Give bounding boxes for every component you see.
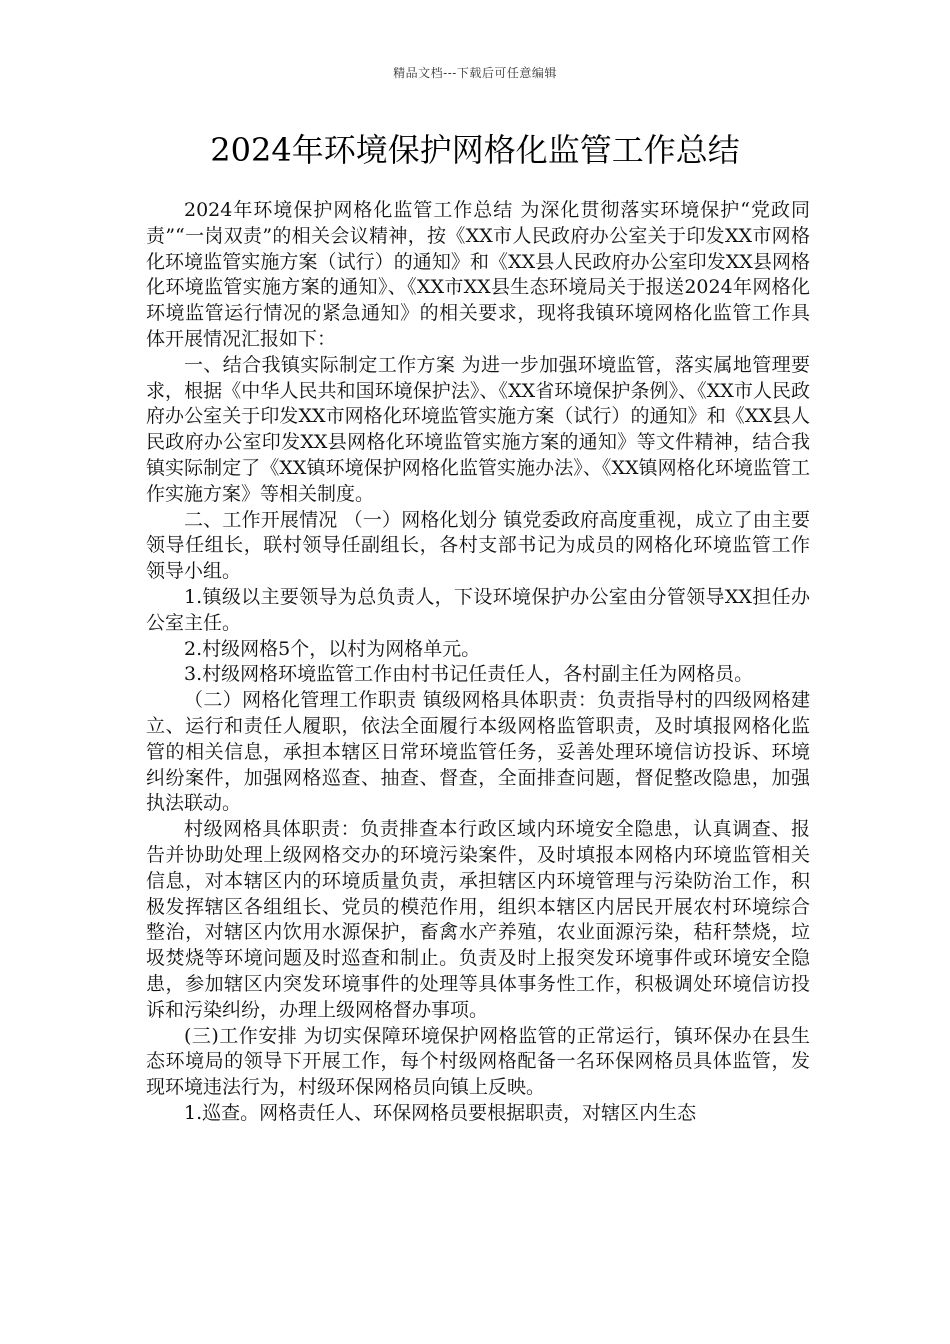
paragraph-section-one: 一、结合我镇实际制定工作方案 为进一步加强环境监管，落实属地管理要求，根据《中华人民共和国环境保护法》、《XX省环境保护条例》、《XX市人民政府办公室关于印发XX市网格化环境监管实施方案（试行）的通知》和《XX县人民政府办公室印发XX县网格化环境监管实施方案的通知》等文件精神，结合我镇实际制定了《XX镇环境保护网格化监管实施办法》、《XX镇网格化环境监管工作实施方案》等相关制度。	[146, 353, 810, 505]
paragraph-item-2: 2.村级网格5个，以村为网格单元。	[184, 637, 481, 660]
paragraph-work-arrangement: (三)工作安排 为切实保障环境保护网格监管的正常运行，镇环保办在县生态环境局的领导下开展工作，每个村级网格配备一名环保网格员具体监管，发现环境违法行为，村级环保网格员向镇上反映。	[146, 1024, 810, 1099]
paragraph-item-3: 3.村级网格环境监管工作由村书记任责任人，各村副主任为网格员。	[184, 663, 754, 686]
paragraph-duties-town: （二）网格化管理工作职责 镇级网格具体职责：负责指导村的四级网格建立、运行和责任人履职，依法全面履行本级网格监管职责，及时填报网格化监管的相关信息，承担本辖区日常环境监管任务，妥善处理环境信访投诉、环境纠纷案件，加强网格巡查、抽查、督查，全面排查问题，督促整改隐患，加强执法联动。	[146, 689, 810, 815]
paragraph-section-two: 二、工作开展情况 （一）网格化划分 镇党委政府高度重视，成立了由主要领导任组长，联村领导任副组长，各村支部书记为成员的网格化环境监管工作领导小组。	[146, 508, 810, 583]
paragraph-patrol: 1.巡查。网格责任人、环保网格员要根据职责，对辖区内生态	[184, 1101, 697, 1124]
paragraph-intro: 2024年环境保护网格化监管工作总结 为深化贯彻落实环境保护“党政同责”“一岗双责”的相关会议精神，按《XX市人民政府办公室关于印发XX市网格化环境监管实施方案（试行）的通知》和《XX县人民政府办公室印发XX县网格化环境监管实施方案的通知》、《XX市XX县生态环境局关于报送2024年网格化环境监管运行情况的紧急通知》的相关要求，现将我镇环境网格化监管工作具体开展情况汇报如下：	[146, 199, 810, 350]
document-title: 2024年环境保护网格化监管工作总结	[210, 131, 740, 169]
paragraph-item-1: 1.镇级以主要领导为总负责人，下设环境保护办公室由分管领导XX担任办公室主任。	[146, 585, 810, 634]
document-body	[146, 198, 810, 1127]
header-note: 精品文档---下载后可任意编辑	[393, 66, 557, 80]
paragraph-duties-village: 村级网格具体职责：负责排查本行政区域内环境安全隐患，认真调查、报告并协助处理上级网格交办的环境污染案件，及时填报本网格内环境监管相关信息，对本辖区内的环境质量负责，承担辖区内环境管理与污染防治工作，积极发挥辖区各组组长、党员的模范作用，组织本辖区内居民开展农村环境综合整治，对辖区内饮用水源保护，畜禽水产养殖，农业面源污染，秸秆禁烧，垃圾焚烧等环境问题及时巡查和制止。负责及时上报突发环境事件或环境安全隐患，参加辖区内突发环境事件的处理等具体事务性工作，积极调处环境信访投诉和污染纠纷，办理上级网格督办事项。	[146, 818, 810, 1021]
